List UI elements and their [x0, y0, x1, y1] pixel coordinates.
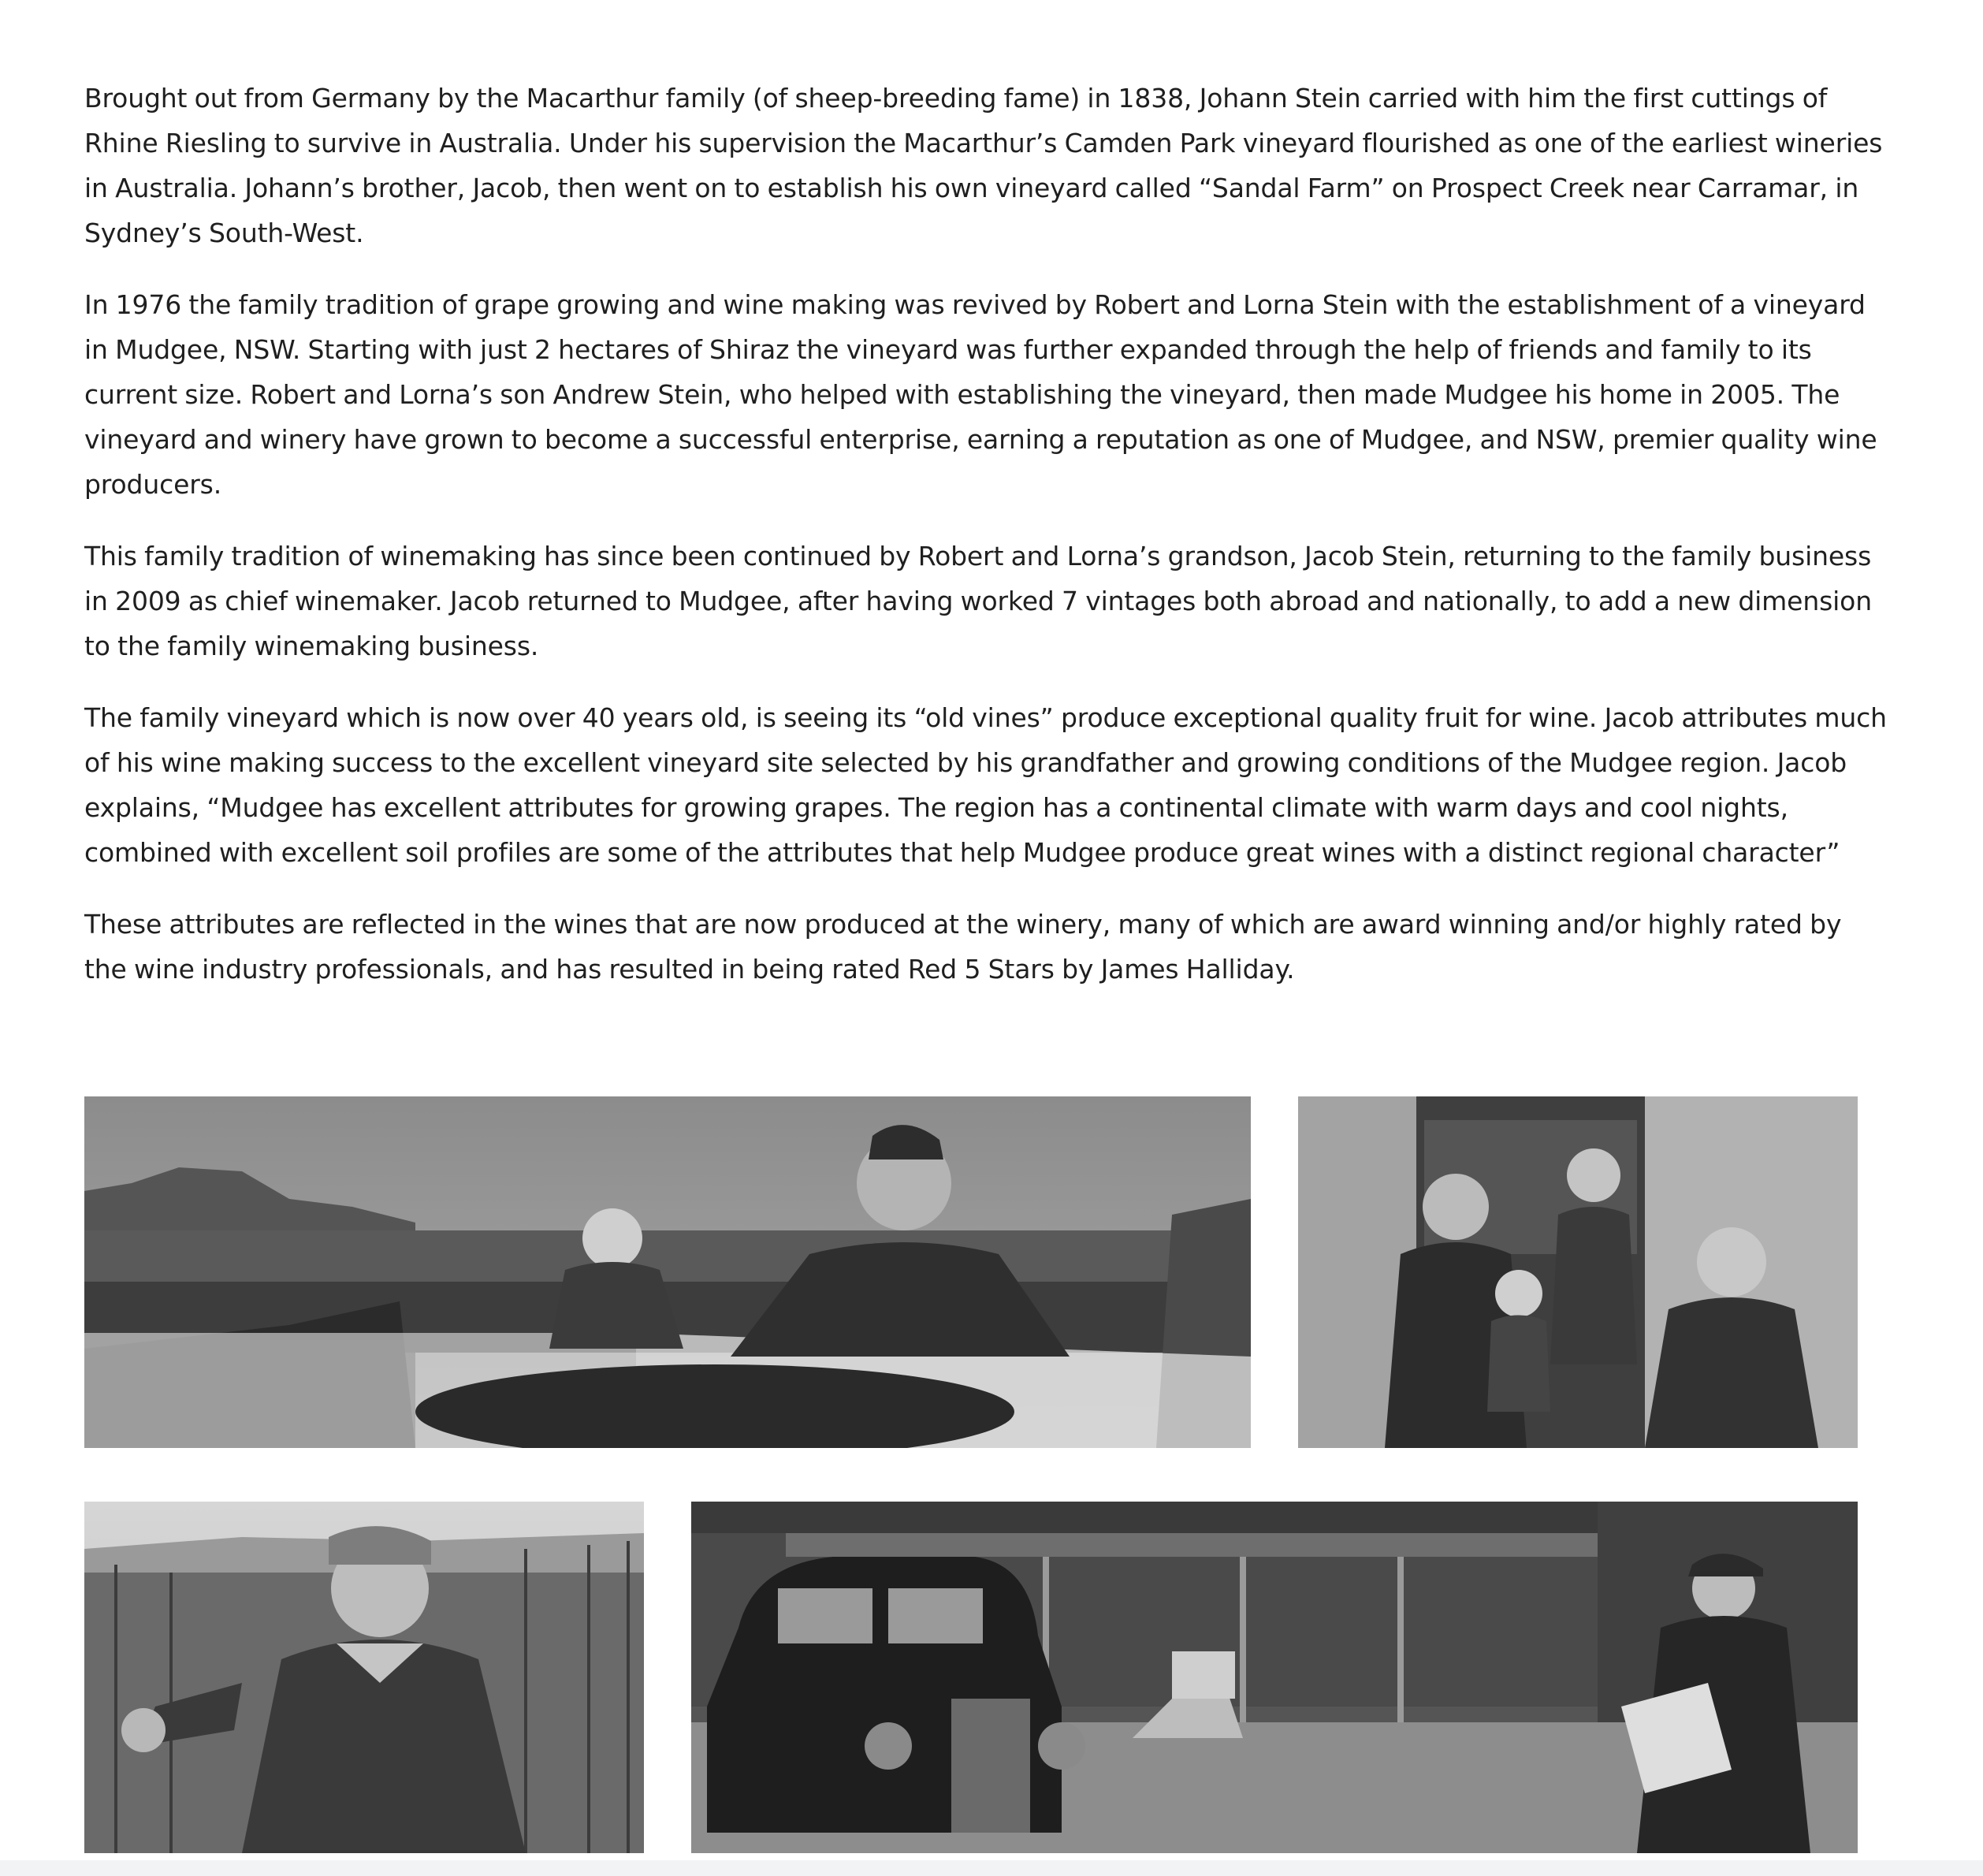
page-footer-edge	[0, 1860, 1983, 1876]
vineyard-pruning-photo	[84, 1502, 644, 1853]
story-paragraph-3: This family tradition of winemaking has since been continued by Robert and Lorna’s grandson, Jacob Stein, returning to the family business in 2009 as chief winemaker. Jacob returned to Mudgee, after having worked 7 vintages both abroad and nationally, to add a new dimension to the family winemaking business.	[84, 541, 1872, 661]
winery-family-photo	[1298, 1096, 1858, 1448]
story-text	[84, 76, 1889, 1018]
story-paragraph-5: These attributes are reflected in the wines that are now produced at the winery, many of which are award winning and/or highly rated by the wine industry professionals, and has resulted in being rated Red 5 Stars by James Halliday.	[84, 909, 1842, 985]
story-paragraph-4: The family vineyard which is now over 40 years old, is seeing its “old vines” produce exceptional quality fruit for wine. Jacob attributes much of his wine making success to the excellent vineyard site selected by his grandfather and growing conditions of the Mudgee region. Jacob explains, “Mudgee has excellent attributes for growing grapes. The region has a continental climate with warm days and cool nights, combined with excellent soil profiles are some of the attributes that help Mudgee produce great wines with a distinct regional character”	[84, 702, 1887, 868]
story-paragraph-2: In 1976 the family tradition of grape growing and wine making was revived by Robert and Lorna Stein with the establishment of a vineyard in Mudgee, NSW. Starting with just 2 hectares of Shiraz the vineyard was further expanded through the help of friends and family to its current size. Robert and Lorna’s son Andrew Stein, who helped with establishing the vineyard, then made Mudgee his home in 2005. The vineyard and winery have grown to become a successful enterprise, earning a reputation as one of Mudgee, and NSW, premier quality wine producers.	[84, 289, 1877, 500]
story-paragraph-1: Brought out from Germany by the Macarthur family (of sheep-breeding fame) in 1838, Johann Stein carried with him the first cuttings of Rhine Riesling to survive in Australia. Under his supervision the Macarthur’s Camden Park vineyard flourished as one of the earliest wineries in Australia. Johann’s brother, Jacob, then went on to establish his own vineyard called “Sandal Farm” on Prospect Creek near Carramar, in Sydney’s South-West.	[84, 83, 1883, 248]
vintage-car-homestead-photo	[691, 1502, 1858, 1853]
vineyard-harvest-photo	[84, 1096, 1251, 1448]
